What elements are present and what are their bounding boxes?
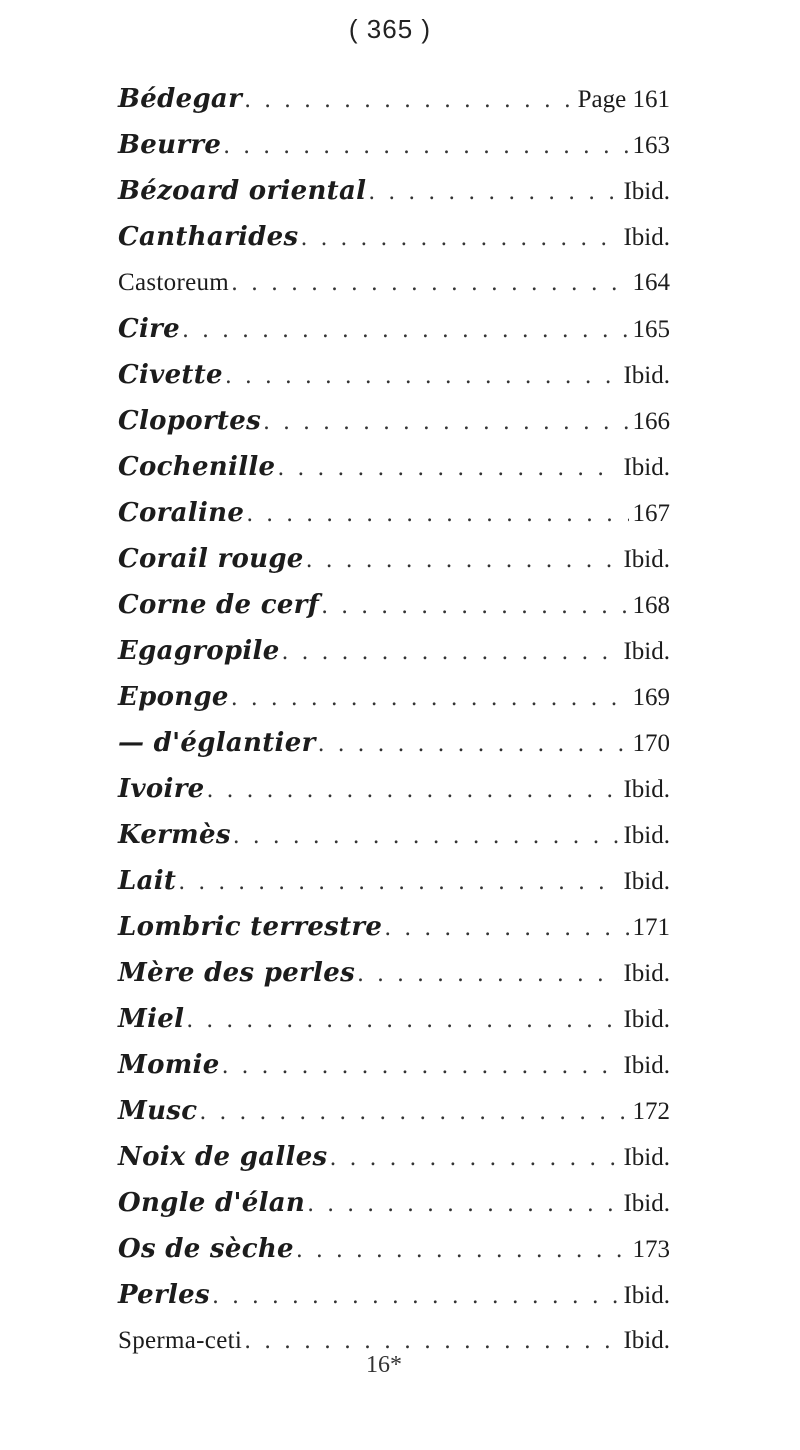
- index-term: Egagropile: [118, 636, 280, 666]
- index-page-reference: Ibid.: [623, 454, 670, 481]
- index-entry: [118, 1180, 670, 1226]
- dot-leader: [231, 261, 628, 307]
- index-page-reference: 173: [632, 1236, 670, 1263]
- dot-leader: [231, 676, 629, 722]
- index-page-reference: 170: [632, 730, 670, 757]
- dot-leader: [178, 860, 619, 906]
- index-term: Cochenille: [118, 452, 276, 482]
- index-entry: [118, 1042, 670, 1088]
- index-term: Corail rouge: [118, 544, 304, 574]
- dot-leader: [318, 722, 629, 768]
- index-entry: [118, 1272, 670, 1318]
- index-entry: [118, 214, 670, 260]
- index-entry: [118, 674, 670, 720]
- index-page-reference: Ibid.: [623, 868, 670, 895]
- index-entry: [118, 260, 670, 306]
- index-entry: [118, 1226, 670, 1272]
- index-page-reference: Ibid.: [623, 362, 670, 389]
- index-page-reference: 172: [632, 1098, 670, 1125]
- index-term: Perles: [118, 1280, 210, 1310]
- index-page-reference: 163: [632, 132, 670, 159]
- dot-leader: [307, 1182, 619, 1228]
- index-page-reference: Ibid.: [623, 638, 670, 665]
- dot-leader: [368, 170, 619, 216]
- index-entry: [118, 904, 670, 950]
- index-page-reference: Ibid.: [623, 1052, 670, 1079]
- index-term: Momie: [118, 1050, 220, 1080]
- index-entry: [118, 1134, 670, 1180]
- index-term: Bédegar: [118, 84, 243, 114]
- index-term: Ivoire: [118, 774, 205, 804]
- index-term: Noix de galles: [118, 1142, 328, 1172]
- dot-leader: [306, 538, 620, 584]
- index-term: Lait: [118, 866, 177, 896]
- dot-leader: [357, 952, 619, 998]
- index-entry: [118, 444, 670, 490]
- page-number: [0, 14, 800, 45]
- index-page-reference: Ibid.: [623, 546, 670, 573]
- index-term: — d'églantier: [118, 728, 316, 758]
- dot-leader: [246, 492, 628, 538]
- index-page-reference: Ibid.: [623, 1282, 670, 1309]
- index-page-reference: 167: [632, 500, 670, 527]
- index-entry: [118, 812, 670, 858]
- index-term: Eponge: [118, 682, 229, 712]
- index-term: Corne de cerf: [118, 590, 320, 620]
- index-term: Mère des perles: [118, 958, 356, 988]
- dot-leader: [223, 124, 628, 170]
- index-entry: [118, 858, 670, 904]
- index-page-reference: Ibid.: [623, 1144, 670, 1171]
- index-page-reference: Ibid.: [623, 960, 670, 987]
- index-term: Beurre: [118, 130, 222, 160]
- dot-leader: [199, 1090, 628, 1136]
- index-term: Ongle d'élan: [118, 1188, 306, 1218]
- index-page-reference: 164: [632, 269, 670, 296]
- index-page-reference: 171: [632, 914, 670, 941]
- index-page-reference: Ibid.: [623, 1190, 670, 1217]
- index-page-reference: Ibid.: [623, 224, 670, 251]
- dot-leader: [384, 906, 628, 952]
- index-entry: [118, 76, 670, 122]
- dot-leader: [233, 814, 620, 860]
- index-entry: [118, 352, 670, 398]
- dot-leader: [244, 78, 574, 124]
- index-entry: [118, 996, 670, 1042]
- dot-leader: [182, 308, 628, 354]
- printer-signature-mark: [0, 1352, 800, 1379]
- index-list: [118, 76, 670, 1364]
- signature-text: 16*: [366, 1352, 402, 1378]
- index-entry: [118, 168, 670, 214]
- index-page-reference: 166: [632, 408, 670, 435]
- index-entry: [118, 536, 670, 582]
- index-term: Kermès: [118, 820, 231, 850]
- index-term: Miel: [118, 1004, 185, 1034]
- index-entry: [118, 720, 670, 766]
- index-entry: [118, 628, 670, 674]
- dot-leader: [263, 400, 628, 446]
- dot-leader: [186, 998, 619, 1044]
- index-page-reference: Ibid.: [623, 1327, 670, 1354]
- index-page-reference: 169: [632, 684, 670, 711]
- dot-leader: [207, 768, 620, 814]
- dot-leader: [277, 446, 619, 492]
- index-entry: [118, 766, 670, 812]
- index-page-reference: Ibid.: [623, 776, 670, 803]
- index-term: Cantharides: [118, 222, 299, 252]
- index-page-reference: Ibid.: [623, 1006, 670, 1033]
- index-term: Civette: [118, 360, 223, 390]
- index-term: Cire: [118, 314, 181, 344]
- dot-leader: [296, 1228, 629, 1274]
- index-entry: [118, 306, 670, 352]
- page-number-text: ( 365 ): [348, 14, 432, 44]
- index-entry: [118, 398, 670, 444]
- index-term: Os de sèche: [118, 1234, 294, 1264]
- index-entry: [118, 582, 670, 628]
- dot-leader: [225, 354, 620, 400]
- index-term: Coraline: [118, 498, 245, 528]
- index-term: Musc: [118, 1096, 198, 1126]
- index-term: Sperma-ceti: [118, 1327, 243, 1354]
- index-page-reference: Page 161: [577, 86, 670, 113]
- dot-leader: [222, 1044, 620, 1090]
- dot-leader: [321, 584, 628, 630]
- dot-leader: [329, 1136, 619, 1182]
- index-page-reference: 168: [632, 592, 670, 619]
- index-term: Bézoard oriental: [118, 176, 367, 206]
- index-term: Cloportes: [118, 406, 262, 436]
- dot-leader: [300, 216, 619, 262]
- dot-leader: [212, 1274, 620, 1320]
- index-entry: [118, 490, 670, 536]
- index-page-reference: Ibid.: [623, 178, 670, 205]
- index-page-reference: 165: [632, 316, 670, 343]
- index-entry: [118, 950, 670, 996]
- index-entry: [118, 122, 670, 168]
- index-page-reference: Ibid.: [623, 822, 670, 849]
- index-entry: [118, 1088, 670, 1134]
- dot-leader: [282, 630, 620, 676]
- index-term: Castoreum: [118, 269, 230, 296]
- index-term: Lombric terrestre: [118, 912, 383, 942]
